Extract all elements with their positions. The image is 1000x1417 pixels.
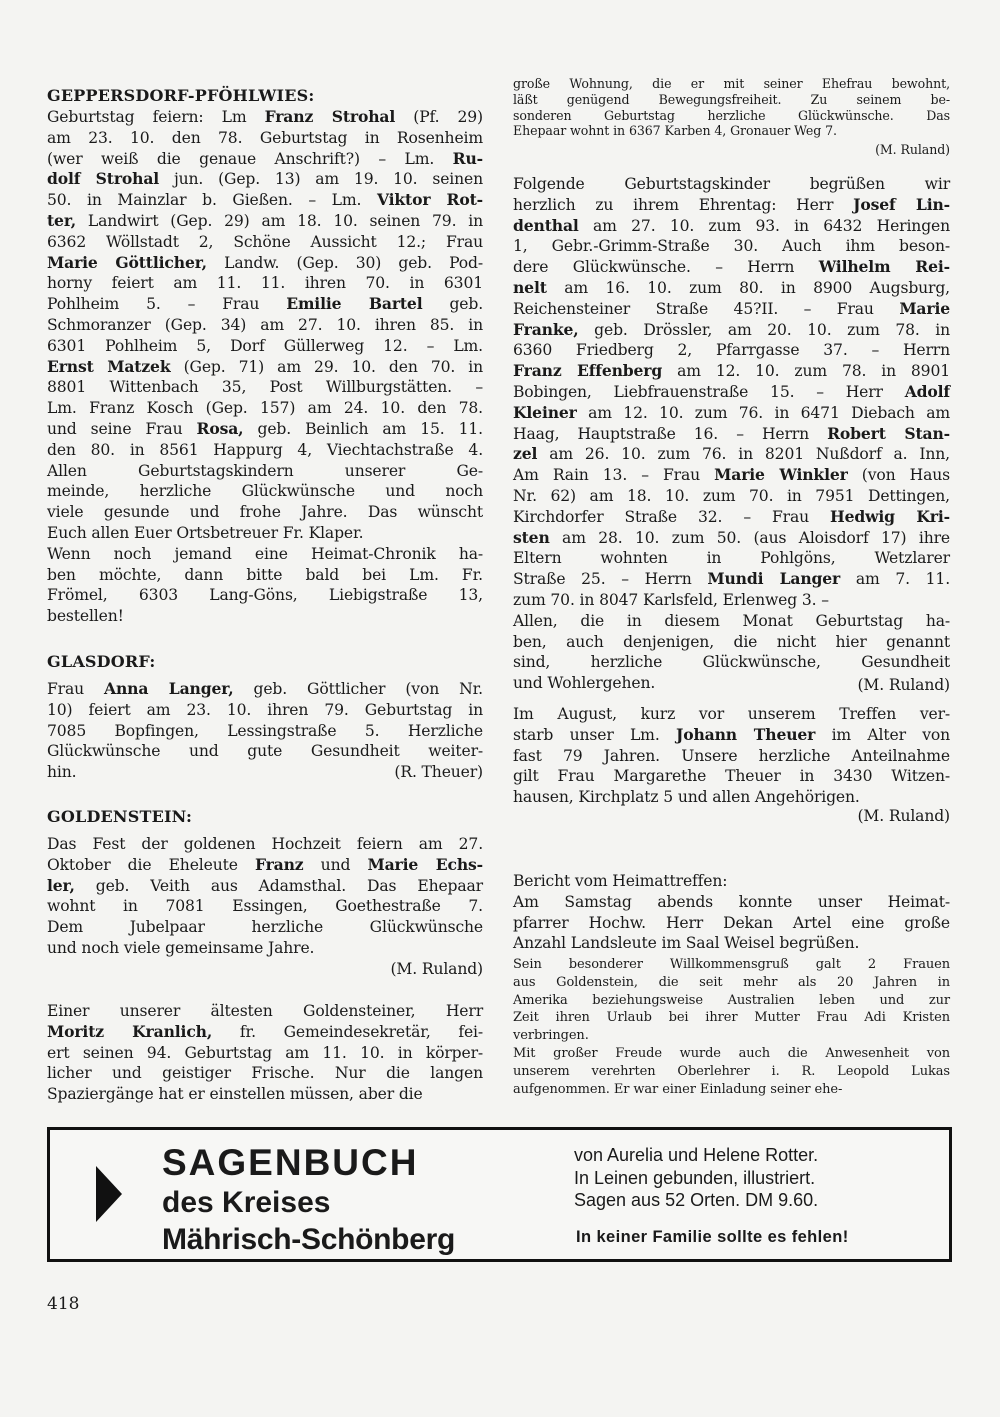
text-run: den 80. in 8561 Happurg 4, Viechtachstraße 4.	[47, 440, 483, 459]
text-line	[47, 1043, 483, 1064]
text-run: Am Samstag abends konnte unser Heimat-	[513, 892, 950, 911]
bold-name: Viktor Rot-	[376, 190, 483, 210]
article-geppersdorf	[47, 107, 483, 627]
text-run: Einer unserer ältesten Goldensteiner, Herr	[47, 1002, 483, 1020]
signature-obituary: (M. Ruland)	[857, 807, 950, 825]
text-run: Amerika beziehungsweise Australien leben und zur	[513, 992, 950, 1008]
text-run: Mit großer Freude wurde auch die Anwesenheit von	[513, 1045, 950, 1061]
bold-name: Josef Lin-	[853, 194, 950, 214]
text-line	[47, 336, 483, 357]
text-run: Reichensteiner Straße 45?II. – Frau	[513, 299, 900, 318]
bold-name: Rosa,	[196, 418, 244, 438]
text-line	[513, 92, 950, 108]
text-line	[47, 876, 483, 897]
text-run: aufgenommen. Er war einer Einladung seiner ehe-	[513, 1081, 843, 1097]
text-run: ben möchte, dann bitte bald bei Lm. Fr.	[47, 565, 483, 584]
text-run: Das Fest der goldenen Hochzeit feiern am 27.	[47, 835, 483, 853]
bold-name: Franz Strohal	[264, 107, 396, 126]
text-run: Spaziergänge hat er einstellen müssen, aber die	[47, 1085, 423, 1104]
text-run: und	[303, 855, 368, 874]
bold-name: nelt	[513, 277, 547, 297]
text-run: am 28. 10. zum 50. (aus Aloisdorf 17) ihre	[549, 528, 950, 547]
signature-glasdorf: (R. Theuer)	[394, 763, 483, 781]
text-line	[513, 403, 950, 424]
text-run: Sein besonderer Willkommensgruß galt 2 Frauen	[513, 957, 950, 972]
text-run: große Wohnung, die er mit seiner Ehefrau bewohnt,	[513, 76, 950, 91]
text-line	[47, 896, 483, 917]
bold-name: Marie Echs-	[367, 854, 483, 874]
text-run: Lm. Franz Kosch (Gep. 157) am 24. 10. den 78.	[47, 399, 483, 418]
text-run: Ehepaar wohnt in 6367 Karben 4, Gronauer Weg 7.	[513, 123, 837, 139]
text-line	[513, 108, 950, 124]
text-line	[47, 461, 483, 482]
text-run: Anzahl Landsleute im Saal Weisel begrüßen.	[513, 934, 860, 953]
triangle-arrow-icon	[96, 1166, 122, 1222]
text-line	[513, 486, 950, 507]
text-line	[513, 236, 950, 257]
text-line	[513, 611, 950, 632]
text-line	[513, 299, 950, 320]
signature-goldenstein: (M. Ruland)	[390, 960, 483, 978]
text-line	[513, 933, 950, 954]
text-line	[513, 424, 950, 445]
text-run: starb unser Lm.	[513, 725, 676, 744]
text-line	[513, 590, 950, 611]
text-run: gilt Frau Margarethe Theuer in 3430 Witzen-	[513, 767, 950, 786]
advert-subtitle-2: Mährisch-Schönberg	[162, 1223, 455, 1256]
advert-line-3: Sagen aus 52 Orten. DM 9.60.	[574, 1190, 819, 1210]
text-line	[513, 123, 950, 139]
text-run: hausen, Kirchplatz 5 und allen Angehörigen.	[513, 788, 860, 807]
text-run: sind, herzliche Glückwünsche, Gesundheit	[513, 653, 950, 672]
text-line	[513, 174, 950, 195]
article-birthdays	[513, 174, 950, 694]
text-run: fr. Gemeindesekretär, fei-	[212, 1022, 484, 1041]
text-line	[47, 1084, 483, 1105]
text-run: Geburtstag feiern: Lm	[47, 108, 265, 126]
text-run: Allen Geburtstagskindern unserer Ge-	[47, 461, 483, 480]
text-run: am 26. 10. zum 76. in 8201 Nußdorf a. Inn,	[537, 445, 950, 464]
text-run: am 27. 10. zum 93. in 6432 Heringen	[578, 216, 950, 235]
article-report	[513, 871, 950, 954]
text-line	[47, 855, 483, 876]
text-run: und noch viele gemeinsame Jahre.	[47, 938, 315, 957]
text-line	[513, 528, 950, 549]
text-line	[47, 741, 483, 762]
text-line	[513, 766, 950, 787]
text-run: bestellen!	[47, 607, 124, 626]
section-heading-glasdorf: GLASDORF:	[47, 652, 156, 671]
text-line	[47, 1001, 483, 1022]
text-run: Zeit ihren Urlaub bei ihrer Mutter Frau Adi Kristen	[513, 1010, 950, 1026]
text-run: Frömel, 6303 Lang-Göns, Liebigstraße 13,	[47, 586, 483, 605]
text-line	[47, 1063, 483, 1084]
text-run: Am Rain 13. – Frau	[513, 466, 715, 485]
text-run: Bericht vom Heimattreffen:	[513, 872, 728, 890]
bold-name: ter,	[47, 210, 77, 230]
text-line	[47, 273, 483, 294]
text-line	[513, 340, 950, 361]
bold-name: Anna Langer,	[104, 679, 234, 698]
text-line	[513, 913, 950, 934]
text-line	[47, 253, 483, 274]
text-line	[513, 361, 950, 382]
text-run: und Wohlergehen.	[513, 674, 656, 693]
text-line	[47, 502, 483, 523]
bold-name: Marie	[899, 298, 950, 318]
text-run: aus Goldenstein, die seit mehr als 20 Jahren in	[513, 974, 950, 990]
text-run: am 12. 10. zum 78. in 8901	[662, 362, 951, 381]
text-line	[47, 315, 483, 336]
page-number: 418	[47, 1294, 80, 1314]
text-run: läßt genügend Bewegungsfreiheit. Zu seinem be-	[513, 91, 950, 107]
bold-name: Moritz Kranlich,	[47, 1021, 213, 1041]
text-line	[47, 169, 483, 190]
text-line	[47, 481, 483, 502]
text-line	[47, 1022, 483, 1043]
text-run: am 23. 10. den 78. Geburtstag in Rosenheim	[47, 128, 483, 147]
text-run: verbringen.	[513, 1028, 589, 1044]
section-heading-goldenstein: GOLDENSTEIN:	[47, 807, 193, 826]
advert-line-2: In Leinen gebunden, illustriert.	[574, 1168, 816, 1188]
signature-kranlich: (M. Ruland)	[875, 142, 950, 157]
bold-name: denthal	[513, 215, 579, 235]
text-run: Landwirt (Gep. 29) am 18. 10. seinen 79. in	[76, 211, 483, 230]
text-line	[47, 211, 483, 232]
text-run: (Pf. 29)	[395, 108, 483, 126]
bold-name: Franke,	[513, 319, 579, 339]
text-run: Wenn noch jemand eine Heimat-Chronik ha-	[47, 544, 483, 563]
text-run: Frau	[47, 680, 105, 698]
text-line	[513, 632, 950, 653]
text-run: ert seinen 94. Geburtstag am 11. 10. in körper-	[47, 1043, 483, 1062]
text-run: Dem Jubelpaar herzliche Glückwünsche	[47, 918, 483, 937]
text-line	[47, 938, 483, 959]
bold-name: zel	[513, 444, 538, 464]
text-line	[513, 76, 950, 92]
article-obituary	[513, 704, 950, 808]
text-line	[513, 704, 950, 725]
text-run: 1, Gebr.-Grimm-Straße 30. Auch ihm beson-	[513, 237, 950, 256]
text-line	[47, 357, 483, 378]
text-line	[47, 679, 483, 700]
bold-name: Franz	[254, 854, 304, 874]
text-run: im Alter von	[815, 725, 951, 744]
text-line	[47, 190, 483, 211]
text-run: pfarrer Hochw. Herr Dekan Artel eine große	[513, 913, 950, 932]
article-goldenstein	[47, 834, 483, 959]
text-line	[47, 917, 483, 938]
text-run: geb. Veith aus Adamsthal. Das Ehepaar	[74, 876, 483, 895]
text-run: geb. Drössler, am 20. 10. zum 78. in	[578, 320, 950, 339]
text-run: meinde, herzliche Glückwünsche und noch	[47, 482, 483, 501]
bold-name: Ernst Matzek	[47, 356, 171, 376]
text-line	[513, 974, 950, 992]
text-line	[47, 440, 483, 461]
bold-name: Marie Winkler	[714, 465, 848, 485]
text-run: Nr. 62) am 18. 10. zum 70. in 7951 Dettingen,	[513, 486, 950, 505]
text-line	[513, 569, 950, 590]
text-run: 6360 Friedberg 2, Pfarrgasse 37. – Herrn	[513, 341, 950, 360]
text-line	[513, 871, 950, 892]
text-line	[47, 107, 483, 128]
bold-name: Emilie Bartel	[286, 294, 423, 314]
text-run: und seine Frau	[47, 419, 197, 438]
text-run: horny feiert am 11. 11. ihren 70. in 6301	[47, 274, 483, 293]
text-line	[513, 992, 950, 1010]
text-line	[47, 834, 483, 855]
text-run: am 12. 10. zum 76. in 6471 Diebach am	[576, 403, 950, 422]
bold-name: Johann Theuer	[675, 724, 816, 744]
bold-name: Kleiner	[513, 402, 577, 422]
text-run: am 16. 10. zum 80. in 8900 Augsburg,	[546, 278, 950, 297]
text-line	[513, 1063, 950, 1081]
bold-name: Wilhelm Rei-	[818, 257, 950, 277]
text-run: Bobingen, Liebfrauenstraße 15. – Herr	[513, 382, 905, 401]
text-line	[47, 419, 483, 440]
bold-name: Adolf	[904, 381, 950, 401]
bold-name: Robert Stan-	[827, 423, 950, 443]
text-line	[513, 195, 950, 216]
text-run: herzlich zu ihrem Ehrentag: Herr	[513, 195, 854, 214]
text-line	[513, 725, 950, 746]
text-run: dere Glückwünsche. – Herrn	[513, 258, 819, 277]
text-run: Kirchdorfer Straße 32. – Frau	[513, 507, 831, 526]
bold-name: Franz Effenberg	[513, 361, 663, 381]
advert-title: SAGENBUCH	[162, 1142, 419, 1183]
text-line	[513, 746, 950, 767]
text-run: Allen, die in diesem Monat Geburtstag ha-	[513, 611, 950, 630]
text-run: Folgende Geburtstagskinder begrüßen wir	[513, 175, 950, 193]
text-run: Haag, Hauptstraße 16. – Herrn	[513, 424, 828, 443]
text-line	[513, 465, 950, 486]
text-run: 50. in Mainzlar b. Gießen. – Lm.	[47, 191, 377, 210]
text-run: 8801 Wittenbach 35, Post Willburgstätten. –	[47, 378, 483, 397]
text-run: ben, auch denjenigen, die nicht hier genannt	[513, 632, 950, 651]
text-line	[47, 128, 483, 149]
text-run: 10) feiert am 23. 10. ihren 79. Geburtstag in	[47, 700, 483, 719]
text-line	[47, 606, 483, 627]
text-line	[513, 320, 950, 341]
text-line	[47, 149, 483, 170]
text-line	[47, 377, 483, 398]
text-run: geb. Beinlich am 15. 11.	[243, 419, 483, 438]
text-line	[47, 523, 483, 544]
text-run: fast 79 Jahren. Unsere herzliche Anteilnahme	[513, 746, 950, 765]
advert-line-1: von Aurelia und Helene Rotter.	[574, 1145, 819, 1165]
bold-name: Marie Göttlicher,	[47, 252, 207, 272]
text-line	[47, 544, 483, 565]
signature-birthdays: (M. Ruland)	[857, 676, 950, 694]
text-run: 7085 Bopfingen, Lessingstraße 5. Herzliche	[47, 721, 483, 740]
text-line	[47, 585, 483, 606]
text-run: 6362 Wöllstadt 2, Schöne Aussicht 12.; Frau	[47, 232, 483, 251]
section-heading-geppersdorf: GEPPERSDORF-PFÖHLWIES:	[47, 86, 315, 105]
text-run: Im August, kurz vor unserem Treffen ver-	[513, 705, 950, 723]
text-run: wohnt in 7081 Essingen, Goethestraße 7.	[47, 897, 483, 916]
text-line	[513, 1027, 950, 1045]
text-line	[513, 216, 950, 237]
text-run: Euch allen Euer Ortsbetreuer Fr. Klaper.	[47, 523, 364, 542]
advert-slogan: In keiner Familie sollte es fehlen!	[576, 1228, 849, 1246]
text-run: (Gep. 71) am 29. 10. den 70. in	[170, 357, 483, 376]
text-run: Oktober die Eheleute	[47, 855, 255, 874]
bold-name: Mundi Langer	[707, 569, 841, 589]
advert-subtitle-1: des Kreises	[162, 1186, 331, 1219]
bold-name: Ru-	[452, 148, 483, 168]
text-line	[513, 892, 950, 913]
text-line	[513, 257, 950, 278]
text-line	[47, 565, 483, 586]
text-run: am 7. 11.	[840, 570, 950, 589]
text-run: Eltern wohnten in Pohlgöns, Wetzlarer	[513, 549, 950, 568]
text-line	[513, 787, 950, 808]
text-run: Pohlheim 5. – Frau	[47, 295, 287, 314]
bold-name: Hedwig Kri-	[830, 506, 950, 526]
text-run: hin.	[47, 763, 77, 782]
text-line	[513, 1045, 950, 1063]
bold-name: sten	[513, 527, 550, 547]
bold-name: ler,	[47, 875, 75, 895]
text-line	[513, 444, 950, 465]
text-line	[47, 721, 483, 742]
text-line	[513, 1009, 950, 1027]
text-line	[513, 382, 950, 403]
text-run: unserem verehrten Oberlehrer i. R. Leopold Lukas	[513, 1063, 950, 1079]
text-line	[513, 507, 950, 528]
text-run: licher und geistiger Frische. Nur die langen	[47, 1064, 483, 1083]
text-run: Straße 25. – Herrn	[513, 570, 708, 589]
text-line	[47, 398, 483, 419]
text-run: viele gesunde und frohe Jahre. Das wünscht	[47, 503, 483, 522]
article-kranlich	[47, 1001, 483, 1105]
text-line	[47, 700, 483, 721]
text-line	[513, 956, 950, 974]
text-line	[47, 232, 483, 253]
article-kranlich-continued	[513, 76, 950, 139]
text-line	[513, 1081, 950, 1099]
text-run: geb.	[422, 295, 483, 314]
text-run: 6301 Pohlheim 5, Dorf Güllerweg 12. – Lm.	[47, 336, 483, 355]
article-report-small	[513, 956, 950, 1098]
text-run: Landw. (Gep. 30) geb. Pod-	[206, 253, 483, 272]
text-run: (von Haus	[847, 466, 950, 485]
text-run: Glückwünsche und gute Gesundheit weiter-	[47, 742, 483, 761]
text-line	[47, 294, 483, 315]
text-run: zum 70. in 8047 Karlsfeld, Erlenweg 3. –	[513, 590, 829, 609]
text-line	[513, 652, 950, 673]
text-run: geb. Göttlicher (von Nr.	[233, 680, 483, 698]
text-line	[513, 278, 950, 299]
text-run: jun. (Gep. 13) am 19. 10. seinen	[159, 170, 483, 189]
text-run: Schmoranzer (Gep. 34) am 27. 10. ihren 85. in	[47, 315, 483, 334]
text-line	[513, 548, 950, 569]
text-run: sonderen Geburtstag herzliche Glückwünsche. Das	[513, 107, 950, 123]
text-run: (wer weiß die genaue Anschrift?) – Lm.	[47, 149, 453, 168]
advert-box	[47, 1127, 952, 1262]
bold-name: dolf Strohal	[47, 169, 160, 189]
